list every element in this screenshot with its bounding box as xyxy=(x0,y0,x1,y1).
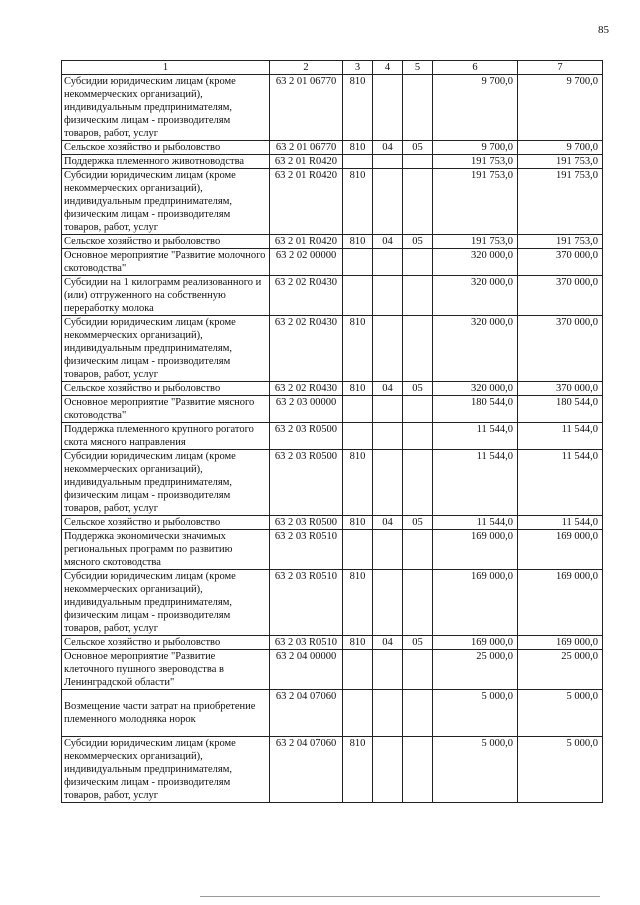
row-expense-type-cell: 810 xyxy=(343,570,373,636)
table-row xyxy=(62,382,603,396)
row-code-cell: 63 2 01 R0420 xyxy=(270,169,343,235)
table-header-row xyxy=(62,61,603,75)
bottom-rule xyxy=(200,896,600,897)
table-row xyxy=(62,316,603,382)
column-header: 5 xyxy=(403,61,433,75)
row-name-cell: Основное мероприятие "Развитие клеточного пушного звероводства в Ленинградской области" xyxy=(62,650,270,690)
row-code-cell: 63 2 02 R0430 xyxy=(270,382,343,396)
row-section-cell: 04 xyxy=(373,235,403,249)
row-amount-year1-cell: 11 544,0 xyxy=(433,450,518,516)
row-code-cell: 63 2 02 R0430 xyxy=(270,276,343,316)
row-amount-year1-cell: 11 544,0 xyxy=(433,423,518,450)
row-expense-type-cell xyxy=(343,690,373,737)
column-header: 4 xyxy=(373,61,403,75)
row-expense-type-cell: 810 xyxy=(343,737,373,803)
row-code-cell: 63 2 03 R0500 xyxy=(270,423,343,450)
row-name-cell: Субсидии на 1 килограмм реализованного и (или) отгруженного на собственную переработку молока xyxy=(62,276,270,316)
row-amount-year2-cell: 370 000,0 xyxy=(518,276,603,316)
row-name-cell: Основное мероприятие "Развитие мясного скотоводства" xyxy=(62,396,270,423)
row-amount-year1-cell: 191 753,0 xyxy=(433,235,518,249)
row-expense-type-cell: 810 xyxy=(343,169,373,235)
row-subsection-cell xyxy=(403,530,433,570)
page-number: 85 xyxy=(598,24,609,36)
row-amount-year2-cell: 9 700,0 xyxy=(518,75,603,141)
row-subsection-cell xyxy=(403,423,433,450)
row-amount-year1-cell: 5 000,0 xyxy=(433,690,518,737)
row-amount-year2-cell: 191 753,0 xyxy=(518,235,603,249)
table-body xyxy=(62,75,603,803)
row-section-cell xyxy=(373,276,403,316)
row-subsection-cell xyxy=(403,570,433,636)
table-row xyxy=(62,737,603,803)
row-code-cell: 63 2 03 R0500 xyxy=(270,450,343,516)
row-expense-type-cell xyxy=(343,249,373,276)
budget-table xyxy=(61,60,603,803)
row-name-cell: Субсидии юридическим лицам (кроме некоммерческих организаций), индивидуальным предпринимателям, физическим лицам - производителям товаров, работ, услуг xyxy=(62,570,270,636)
row-section-cell: 04 xyxy=(373,382,403,396)
row-code-cell: 63 2 03 R0510 xyxy=(270,636,343,650)
row-section-cell: 04 xyxy=(373,141,403,155)
row-expense-type-cell: 810 xyxy=(343,316,373,382)
row-code-cell: 63 2 03 R0500 xyxy=(270,516,343,530)
row-section-cell: 04 xyxy=(373,636,403,650)
row-subsection-cell: 05 xyxy=(403,636,433,650)
row-subsection-cell xyxy=(403,450,433,516)
row-amount-year1-cell: 191 753,0 xyxy=(433,155,518,169)
row-name-cell: Сельское хозяйство и рыболовство xyxy=(62,516,270,530)
row-section-cell xyxy=(373,169,403,235)
row-section-cell xyxy=(373,450,403,516)
row-amount-year2-cell: 191 753,0 xyxy=(518,155,603,169)
table-row xyxy=(62,155,603,169)
row-amount-year1-cell: 169 000,0 xyxy=(433,636,518,650)
row-code-cell: 63 2 04 07060 xyxy=(270,737,343,803)
row-amount-year1-cell: 5 000,0 xyxy=(433,737,518,803)
row-amount-year2-cell: 180 544,0 xyxy=(518,396,603,423)
column-header: 3 xyxy=(343,61,373,75)
row-amount-year1-cell: 9 700,0 xyxy=(433,141,518,155)
table-row xyxy=(62,235,603,249)
row-name-cell: Сельское хозяйство и рыболовство xyxy=(62,636,270,650)
row-subsection-cell: 05 xyxy=(403,141,433,155)
row-section-cell xyxy=(373,570,403,636)
row-amount-year2-cell: 370 000,0 xyxy=(518,249,603,276)
row-expense-type-cell: 810 xyxy=(343,235,373,249)
row-code-cell: 63 2 04 00000 xyxy=(270,650,343,690)
row-subsection-cell: 05 xyxy=(403,382,433,396)
row-name-cell: Субсидии юридическим лицам (кроме некоммерческих организаций), индивидуальным предпринимателям, физическим лицам - производителям товаров, работ, услуг xyxy=(62,316,270,382)
row-amount-year1-cell: 9 700,0 xyxy=(433,75,518,141)
row-section-cell xyxy=(373,316,403,382)
row-section-cell xyxy=(373,75,403,141)
table-row xyxy=(62,516,603,530)
column-header: 2 xyxy=(270,61,343,75)
row-section-cell xyxy=(373,737,403,803)
table-row xyxy=(62,690,603,737)
row-expense-type-cell: 810 xyxy=(343,516,373,530)
row-expense-type-cell xyxy=(343,530,373,570)
row-amount-year1-cell: 169 000,0 xyxy=(433,570,518,636)
row-section-cell xyxy=(373,650,403,690)
table-row xyxy=(62,423,603,450)
row-name-cell: Сельское хозяйство и рыболовство xyxy=(62,382,270,396)
table-row xyxy=(62,249,603,276)
row-amount-year1-cell: 191 753,0 xyxy=(433,169,518,235)
row-amount-year2-cell: 5 000,0 xyxy=(518,737,603,803)
row-expense-type-cell: 810 xyxy=(343,450,373,516)
table-row xyxy=(62,75,603,141)
row-amount-year2-cell: 191 753,0 xyxy=(518,169,603,235)
row-subsection-cell xyxy=(403,249,433,276)
column-header: 6 xyxy=(433,61,518,75)
row-name-cell: Субсидии юридическим лицам (кроме некоммерческих организаций), индивидуальным предпринимателям, физическим лицам - производителям товаров, работ, услуг xyxy=(62,169,270,235)
row-code-cell: 63 2 03 00000 xyxy=(270,396,343,423)
row-name-cell: Возмещение части затрат на приобретение племенного молодняка норок xyxy=(62,690,270,737)
row-amount-year2-cell: 25 000,0 xyxy=(518,650,603,690)
row-subsection-cell xyxy=(403,650,433,690)
row-code-cell: 63 2 01 06770 xyxy=(270,75,343,141)
row-amount-year1-cell: 169 000,0 xyxy=(433,530,518,570)
row-code-cell: 63 2 03 R0510 xyxy=(270,570,343,636)
row-subsection-cell: 05 xyxy=(403,516,433,530)
row-section-cell: 04 xyxy=(373,516,403,530)
row-amount-year2-cell: 5 000,0 xyxy=(518,690,603,737)
row-section-cell xyxy=(373,249,403,276)
row-code-cell: 63 2 01 R0420 xyxy=(270,235,343,249)
row-name-cell: Поддержка экономически значимых региональных программ по развитию мясного скотоводства xyxy=(62,530,270,570)
row-amount-year2-cell: 11 544,0 xyxy=(518,516,603,530)
row-amount-year2-cell: 11 544,0 xyxy=(518,423,603,450)
row-name-cell: Поддержка племенного животноводства xyxy=(62,155,270,169)
row-amount-year1-cell: 320 000,0 xyxy=(433,276,518,316)
row-amount-year1-cell: 320 000,0 xyxy=(433,249,518,276)
row-amount-year1-cell: 180 544,0 xyxy=(433,396,518,423)
row-section-cell xyxy=(373,690,403,737)
row-amount-year2-cell: 11 544,0 xyxy=(518,450,603,516)
row-code-cell: 63 2 04 07060 xyxy=(270,690,343,737)
column-header: 1 xyxy=(62,61,270,75)
row-amount-year2-cell: 370 000,0 xyxy=(518,316,603,382)
row-amount-year1-cell: 320 000,0 xyxy=(433,382,518,396)
row-expense-type-cell xyxy=(343,396,373,423)
row-subsection-cell xyxy=(403,737,433,803)
row-name-cell: Сельское хозяйство и рыболовство xyxy=(62,235,270,249)
row-expense-type-cell: 810 xyxy=(343,382,373,396)
table-row xyxy=(62,141,603,155)
table-row xyxy=(62,636,603,650)
row-subsection-cell xyxy=(403,690,433,737)
table-row xyxy=(62,570,603,636)
row-code-cell: 63 2 01 06770 xyxy=(270,141,343,155)
column-header: 7 xyxy=(518,61,603,75)
row-subsection-cell xyxy=(403,396,433,423)
row-section-cell xyxy=(373,530,403,570)
row-amount-year2-cell: 9 700,0 xyxy=(518,141,603,155)
row-code-cell: 63 2 02 R0430 xyxy=(270,316,343,382)
row-section-cell xyxy=(373,423,403,450)
table-row xyxy=(62,169,603,235)
row-name-cell: Поддержка племенного крупного рогатого скота мясного направления xyxy=(62,423,270,450)
row-section-cell xyxy=(373,396,403,423)
row-code-cell: 63 2 02 00000 xyxy=(270,249,343,276)
row-expense-type-cell: 810 xyxy=(343,75,373,141)
row-code-cell: 63 2 03 R0510 xyxy=(270,530,343,570)
row-subsection-cell: 05 xyxy=(403,235,433,249)
table-row xyxy=(62,450,603,516)
row-amount-year1-cell: 25 000,0 xyxy=(433,650,518,690)
table-row xyxy=(62,276,603,316)
row-section-cell xyxy=(373,155,403,169)
row-expense-type-cell xyxy=(343,423,373,450)
table-row xyxy=(62,530,603,570)
row-amount-year2-cell: 169 000,0 xyxy=(518,570,603,636)
table-row xyxy=(62,650,603,690)
row-code-cell: 63 2 01 R0420 xyxy=(270,155,343,169)
row-amount-year1-cell: 320 000,0 xyxy=(433,316,518,382)
row-expense-type-cell: 810 xyxy=(343,141,373,155)
row-subsection-cell xyxy=(403,155,433,169)
row-name-cell: Сельское хозяйство и рыболовство xyxy=(62,141,270,155)
row-name-cell: Субсидии юридическим лицам (кроме некоммерческих организаций), индивидуальным предпринимателям, физическим лицам - производителям товаров, работ, услуг xyxy=(62,737,270,803)
row-amount-year2-cell: 370 000,0 xyxy=(518,382,603,396)
row-amount-year2-cell: 169 000,0 xyxy=(518,530,603,570)
row-expense-type-cell xyxy=(343,155,373,169)
table-row xyxy=(62,396,603,423)
row-subsection-cell xyxy=(403,169,433,235)
row-expense-type-cell xyxy=(343,650,373,690)
row-expense-type-cell: 810 xyxy=(343,636,373,650)
row-subsection-cell xyxy=(403,276,433,316)
row-subsection-cell xyxy=(403,75,433,141)
row-expense-type-cell xyxy=(343,276,373,316)
row-amount-year2-cell: 169 000,0 xyxy=(518,636,603,650)
row-name-cell: Субсидии юридическим лицам (кроме некоммерческих организаций), индивидуальным предпринимателям, физическим лицам - производителям товаров, работ, услуг xyxy=(62,450,270,516)
row-name-cell: Основное мероприятие "Развитие молочного скотоводства" xyxy=(62,249,270,276)
row-subsection-cell xyxy=(403,316,433,382)
row-amount-year1-cell: 11 544,0 xyxy=(433,516,518,530)
row-name-cell: Субсидии юридическим лицам (кроме некоммерческих организаций), индивидуальным предпринимателям, физическим лицам - производителям товаров, работ, услуг xyxy=(62,75,270,141)
